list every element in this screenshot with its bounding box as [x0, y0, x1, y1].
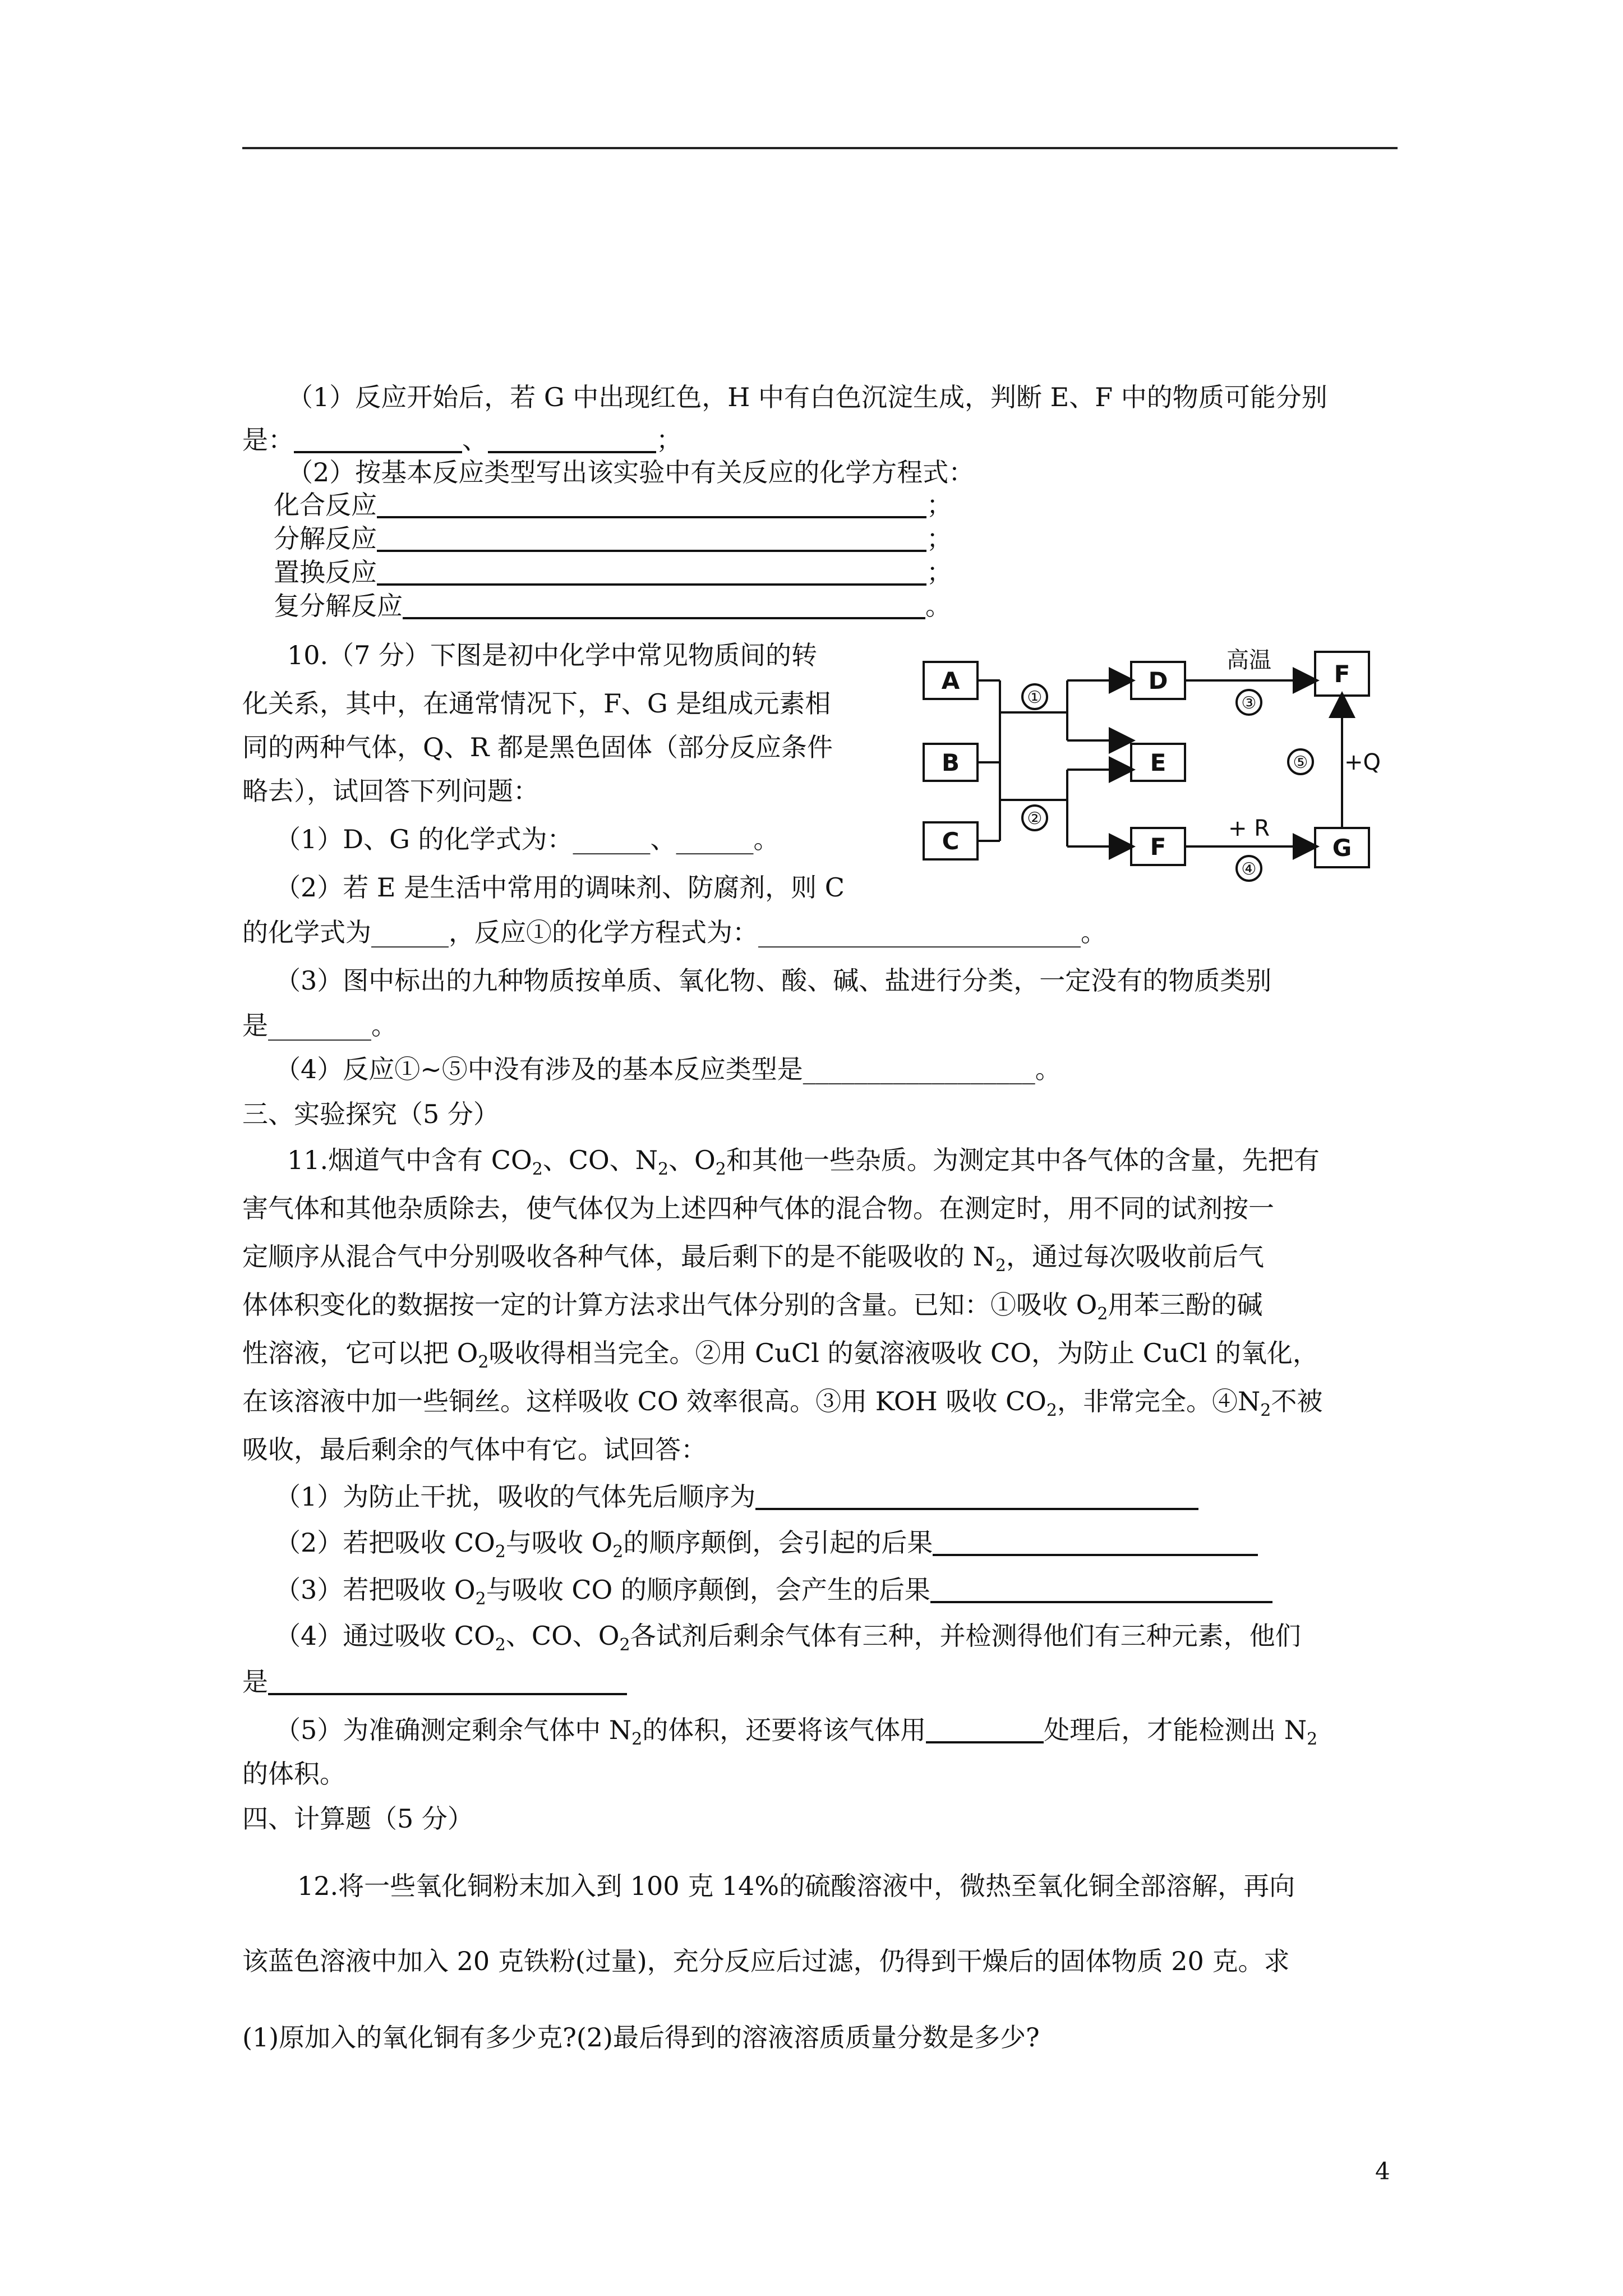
text: （4）通过吸收 CO — [275, 1621, 495, 1651]
punctuation: ； — [926, 523, 952, 554]
answer-blank-combination[interactable] — [377, 494, 926, 518]
text: 、CO、N — [542, 1145, 658, 1175]
reaction-line-displacement — [274, 552, 952, 589]
q11-line4 — [242, 1285, 1262, 1324]
page-number: 4 — [1375, 2157, 1390, 2185]
answer-blank-treatment[interactable] — [926, 1719, 1044, 1743]
subscript: 2 — [612, 1542, 624, 1562]
circle-text-2: ② — [1027, 809, 1043, 829]
reaction-label: 分解反应 — [274, 523, 377, 554]
q10-sub1: （1）D、G 的化学式为：______、______。 — [275, 824, 780, 854]
conversion-diagram — [917, 639, 1399, 886]
text: （1）为防止干扰，吸收的气体先后顺序为 — [275, 1481, 756, 1512]
q11-sub5-line2: 的体积。 — [242, 1759, 345, 1789]
reaction-label: 化合反应 — [274, 490, 377, 520]
text: 的顺序颠倒，会引起的后果 — [623, 1527, 933, 1558]
circle-text-3: ③ — [1241, 693, 1257, 713]
label-e: E — [1150, 749, 1166, 776]
q11-line7: 吸收，最后剩余的气体中有它。试回答： — [242, 1434, 707, 1465]
q10-line4: 略去），试回答下列问题： — [242, 776, 539, 806]
text: 体体积变化的数据按一定的计算方法求出气体分别的含量。已知：①吸收 O — [242, 1290, 1098, 1320]
label-b: B — [941, 749, 960, 776]
text: 用苯三酚的碱 — [1108, 1290, 1263, 1320]
text: 与吸收 CO 的顺序颠倒，会产生的后果 — [486, 1575, 930, 1605]
reaction-label: 置换反应 — [274, 557, 377, 587]
answer-blank-order[interactable] — [755, 1485, 1198, 1510]
text: 是 — [242, 1667, 268, 1697]
subscript: 2 — [715, 1159, 726, 1179]
subscript: 2 — [475, 1589, 486, 1609]
q11-sub4-line2 — [242, 1662, 627, 1699]
text: 11.烟道气中含有 CO — [287, 1145, 532, 1175]
label-c: C — [942, 827, 960, 855]
header-rule — [242, 147, 1398, 149]
subscript: 2 — [631, 1729, 643, 1749]
separator: 、 — [462, 425, 488, 455]
text: 吸收得相当完全。②用 CuCl 的氨溶液吸收 CO，为防止 CuCl 的氧化， — [488, 1338, 1318, 1368]
answer-blank-consequence-2[interactable] — [930, 1579, 1272, 1603]
answer-blank-f[interactable] — [488, 429, 656, 453]
label-f-middle: F — [1150, 833, 1166, 861]
subscript: 2 — [1046, 1401, 1057, 1420]
section-heading-calculation: 四、计算题（5 分） — [242, 1803, 473, 1834]
label-a: A — [941, 667, 960, 694]
subscript: 2 — [657, 1159, 669, 1179]
label-d: D — [1148, 667, 1168, 694]
q10-sub2-line2: 的化学式为______，反应①的化学方程式为：_________________________。 — [242, 917, 1106, 947]
q11-sub1 — [275, 1476, 1198, 1513]
q12-line1: 12.将一些氧化铜粉末加入到 100 克 14%的硫酸溶液中，微热至氧化铜全部溶解，再向 — [297, 1871, 1295, 1901]
q11-sub4-line1 — [275, 1616, 1301, 1655]
q11-line2: 害气体和其他杂质除去，使气体仅为上述四种气体的混合物。在测定时，用不同的试剂按一 — [242, 1193, 1274, 1223]
reaction-line-combination — [274, 485, 952, 522]
q11-sub3 — [275, 1570, 1272, 1609]
q9-part2: （2）按基本反应类型写出该实验中有关反应的化学方程式： — [287, 457, 975, 487]
subscript: 2 — [478, 1352, 489, 1372]
q9-answer-prefix: 是： — [242, 425, 294, 455]
label-g: G — [1332, 834, 1352, 862]
text: 、O — [668, 1145, 716, 1175]
reaction-label: 复分解反应 — [274, 591, 403, 621]
circle-text-4: ④ — [1241, 859, 1257, 879]
subscript: 2 — [1097, 1304, 1108, 1324]
text: 性溶液，它可以把 O — [242, 1338, 478, 1368]
text: ，非常完全。④N — [1057, 1386, 1261, 1416]
q11-line1 — [287, 1140, 1320, 1179]
q10-line3: 同的两种气体，Q、R 都是黑色固体（部分反应条件 — [242, 732, 833, 762]
subscript: 2 — [1260, 1401, 1271, 1420]
q10-sub2-line1: （2）若 E 是生活中常用的调味剂、防腐剂，则 C — [275, 872, 845, 903]
subscript: 2 — [495, 1542, 506, 1562]
text: 与吸收 O — [505, 1527, 613, 1558]
circle-text-5: ⑤ — [1293, 753, 1308, 772]
q11-line5 — [242, 1333, 1318, 1372]
circle-text-1: ① — [1027, 688, 1043, 707]
q12-line3: (1)原加入的氧化铜有多少克?(2)最后得到的溶液溶质质量分数是多少? — [242, 2022, 1040, 2053]
q10-line2: 化关系，其中，在通常情况下，F、G 是组成元素相 — [242, 688, 831, 719]
text: 处理后，才能检测出 N — [1044, 1715, 1307, 1745]
q10-sub3-line2: 是________。 — [242, 1010, 397, 1041]
text: ，通过每次吸收前后气 — [1006, 1241, 1264, 1272]
answer-blank-displacement[interactable] — [377, 561, 926, 586]
text: 定顺序从混合气中分别吸收各种气体，最后剩下的是不能吸收的 N — [242, 1241, 995, 1272]
q10-sub4: （4）反应①~⑤中没有涉及的基本反应类型是__________________。 — [275, 1054, 1061, 1084]
answer-blank-decomposition[interactable] — [377, 527, 926, 552]
answer-blank-double-decomposition[interactable] — [403, 595, 925, 619]
q9-part1-line1: （1）反应开始后，若 G 中出现红色，H 中有白色沉淀生成，判断 E、F 中的物质可能分别 — [287, 382, 1327, 412]
q10-sub3-line1: （3）图中标出的九种物质按单质、氧化物、酸、碱、盐进行分类，一定没有的物质类别 — [275, 965, 1272, 996]
text: （3）若把吸收 O — [275, 1575, 476, 1605]
q10-line1: 10.（7 分）下图是初中化学中常见物质间的转 — [287, 640, 818, 670]
condition-high-temp: 高温 — [1227, 647, 1271, 673]
subscript: 2 — [619, 1635, 630, 1655]
answer-blank-e[interactable] — [294, 429, 462, 453]
answer-blank-consequence-1[interactable] — [933, 1531, 1258, 1556]
text: 、CO、O — [505, 1621, 620, 1651]
text: 各试剂后剩余气体有三种，并检测得他们有三种元素，他们 — [630, 1621, 1301, 1651]
condition-plus-r: + R — [1228, 816, 1270, 841]
q11-sub2 — [275, 1522, 1258, 1562]
text: 和其他一些杂质。为测定其中各气体的含量，先把有 — [726, 1145, 1320, 1175]
subscript: 2 — [995, 1256, 1006, 1276]
answer-blank-remaining-gases[interactable] — [268, 1671, 627, 1695]
punctuation: ； — [656, 425, 682, 455]
punctuation: ； — [926, 490, 952, 520]
reaction-line-double-decomposition — [274, 586, 951, 623]
subscript: 2 — [532, 1159, 543, 1179]
q11-sub5-line1 — [275, 1710, 1317, 1749]
text: 的体积，还要将该气体用 — [642, 1715, 926, 1745]
q12-line2: 该蓝色溶液中加入 20 克铁粉(过量)，充分反应后过滤，仍得到干燥后的固体物质 20 克。求 — [242, 1946, 1290, 1976]
subscript: 2 — [1307, 1729, 1318, 1749]
text: （5）为准确测定剩余气体中 N — [275, 1715, 632, 1745]
text: （2）若把吸收 CO — [275, 1527, 495, 1558]
text: 在该溶液中加一些铜丝。这样吸收 CO 效率很高。③用 KOH 吸收 CO — [242, 1386, 1046, 1416]
q11-line3 — [242, 1236, 1264, 1276]
q9-part1-line2 — [242, 420, 682, 457]
section-heading-experiment: 三、实验探究（5 分） — [242, 1099, 499, 1129]
text: 不被 — [1271, 1386, 1323, 1416]
subscript: 2 — [495, 1635, 506, 1655]
q11-line6 — [242, 1381, 1322, 1420]
condition-plus-q: +Q — [1344, 749, 1381, 775]
label-f-right: F — [1334, 660, 1350, 688]
punctuation: 。 — [925, 591, 951, 621]
reaction-line-decomposition — [274, 518, 952, 555]
punctuation: ； — [926, 557, 952, 587]
